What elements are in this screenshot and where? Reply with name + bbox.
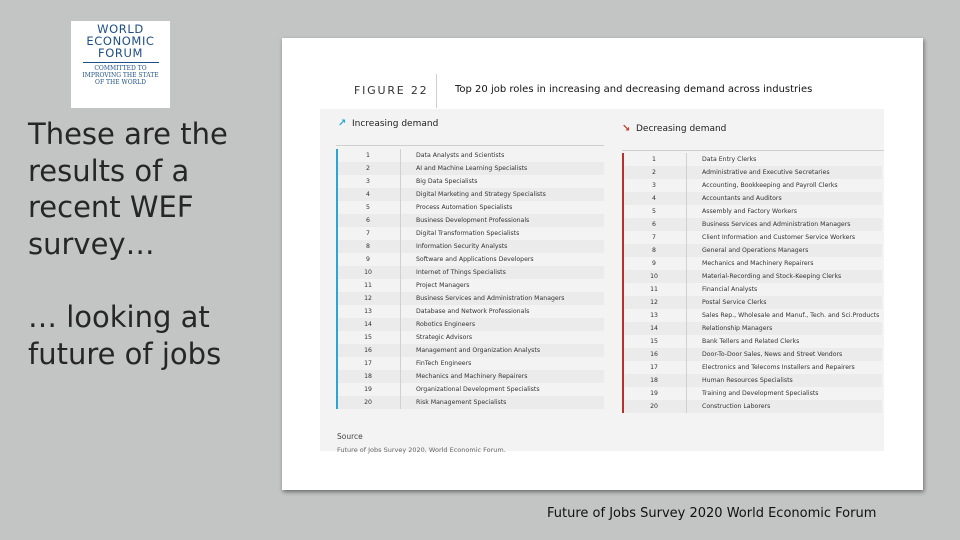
figure-image xyxy=(282,38,923,490)
cell-divider xyxy=(400,331,401,344)
job-role-label: Business Services and Administration Managers xyxy=(702,221,851,228)
rank-number: 2 xyxy=(366,165,370,172)
cell-divider xyxy=(400,357,401,370)
body-line: survey… xyxy=(28,226,155,261)
table-row xyxy=(622,374,882,387)
cell-divider xyxy=(400,266,401,279)
cell-divider xyxy=(686,205,687,218)
cell-divider xyxy=(400,188,401,201)
cell-divider xyxy=(686,400,687,413)
cell-divider xyxy=(686,231,687,244)
cell-divider xyxy=(400,383,401,396)
source-text: Future of Jobs Survey 2020, World Economic Forum. xyxy=(337,446,506,454)
decreasing-demand-table xyxy=(622,153,882,413)
cell-divider xyxy=(686,348,687,361)
job-role-label: Relationship Managers xyxy=(702,325,773,332)
rank-number: 15 xyxy=(364,334,372,341)
table-row xyxy=(336,240,604,253)
rank-number: 17 xyxy=(364,360,372,367)
table-row xyxy=(336,383,604,396)
table-row xyxy=(622,309,882,322)
rank-number: 17 xyxy=(650,364,658,371)
rank-number: 4 xyxy=(652,195,656,202)
job-role-label: Risk Management Specialists xyxy=(416,399,507,406)
table-row xyxy=(622,205,882,218)
cell-divider xyxy=(686,270,687,283)
rank-number: 11 xyxy=(650,286,658,293)
cell-divider xyxy=(686,153,687,166)
increasing-demand-heading xyxy=(338,118,438,129)
rank-number: 5 xyxy=(652,208,656,215)
logo-tagline-1: COMMITTED TO xyxy=(94,65,147,72)
cell-divider xyxy=(686,166,687,179)
cell-divider xyxy=(400,279,401,292)
paragraph-gap xyxy=(28,262,278,299)
cell-divider xyxy=(686,179,687,192)
table-row xyxy=(622,153,882,166)
table-row xyxy=(336,266,604,279)
job-role-label: Organizational Development Specialists xyxy=(416,386,540,393)
table-row xyxy=(622,348,882,361)
cell-divider xyxy=(686,283,687,296)
rank-number: 19 xyxy=(650,390,658,397)
table-row xyxy=(336,279,604,292)
cell-divider xyxy=(400,162,401,175)
rank-number: 13 xyxy=(650,312,658,319)
cell-divider xyxy=(686,322,687,335)
cell-divider xyxy=(400,370,401,383)
job-role-label: Mechanics and Machinery Repairers xyxy=(702,260,814,267)
cell-divider xyxy=(400,201,401,214)
table-row xyxy=(336,253,604,266)
job-role-label: Mechanics and Machinery Repairers xyxy=(416,373,528,380)
rank-number: 1 xyxy=(366,152,370,159)
rank-number: 9 xyxy=(366,256,370,263)
cell-divider xyxy=(686,309,687,322)
rank-number: 10 xyxy=(650,273,658,280)
table-row xyxy=(622,400,882,413)
table-row xyxy=(622,218,882,231)
source-heading: Source xyxy=(337,432,363,441)
job-role-label: General and Operations Managers xyxy=(702,247,809,254)
table-row xyxy=(622,283,882,296)
job-role-label: Information Security Analysts xyxy=(416,243,508,250)
cell-divider xyxy=(400,253,401,266)
logo-line-world: WORLD xyxy=(97,22,144,36)
rank-number: 18 xyxy=(650,377,658,384)
table-row xyxy=(336,188,604,201)
cell-divider xyxy=(400,214,401,227)
rank-number: 3 xyxy=(652,182,656,189)
table-row xyxy=(622,270,882,283)
cell-divider xyxy=(400,149,401,162)
job-role-label: Business Services and Administration Managers xyxy=(416,295,565,302)
job-role-label: Administrative and Executive Secretaries xyxy=(702,169,830,176)
rank-number: 19 xyxy=(364,386,372,393)
figure-panel xyxy=(320,109,884,451)
job-role-label: Internet of Things Specialists xyxy=(416,269,506,276)
rank-number: 3 xyxy=(366,178,370,185)
cell-divider xyxy=(686,335,687,348)
arrow-down-right-icon: ↘ xyxy=(622,123,631,134)
wef-logo xyxy=(71,21,170,108)
job-role-label: Door-To-Door Sales, News and Street Vendors xyxy=(702,351,843,358)
job-role-label: Financial Analysts xyxy=(702,286,758,293)
cell-divider xyxy=(686,387,687,400)
cell-divider xyxy=(400,292,401,305)
table-row xyxy=(336,175,604,188)
table-row xyxy=(336,344,604,357)
rank-number: 4 xyxy=(366,191,370,198)
rank-number: 18 xyxy=(364,373,372,380)
figure-divider xyxy=(436,74,437,108)
table-row xyxy=(622,192,882,205)
logo-line-forum: FORUM xyxy=(98,46,143,60)
rank-number: 7 xyxy=(366,230,370,237)
cell-divider xyxy=(400,305,401,318)
job-role-label: Software and Applications Developers xyxy=(416,256,534,263)
body-line: future of jobs xyxy=(28,336,222,371)
body-line: These are the xyxy=(28,117,228,151)
job-role-label: Bank Tellers and Related Clerks xyxy=(702,338,800,345)
job-role-label: AI and Machine Learning Specialists xyxy=(416,165,528,172)
rank-number: 11 xyxy=(364,282,372,289)
rank-number: 20 xyxy=(650,403,658,410)
table-row xyxy=(336,305,604,318)
table-row xyxy=(622,244,882,257)
cell-divider xyxy=(400,240,401,253)
decreasing-demand-heading xyxy=(622,123,726,134)
table-row xyxy=(622,179,882,192)
job-role-label: Digital Marketing and Strategy Specialists xyxy=(416,191,546,198)
table-row xyxy=(622,231,882,244)
table-row xyxy=(622,322,882,335)
job-role-label: Strategic Advisors xyxy=(416,334,473,341)
job-role-label: Client Information and Customer Service Workers xyxy=(702,234,856,241)
logo-tagline-2: IMPROVING THE STATE xyxy=(82,72,159,79)
rank-number: 16 xyxy=(650,351,658,358)
rank-number: 12 xyxy=(650,299,658,306)
body-line: results of a xyxy=(28,153,190,188)
table-row xyxy=(336,318,604,331)
arrow-up-right-icon: ↗ xyxy=(338,118,347,129)
cell-divider xyxy=(686,257,687,270)
logo-line-economic: ECONOMIC xyxy=(86,34,155,48)
job-role-label: Training and Development Specialists xyxy=(702,390,819,397)
job-role-label: FinTech Engineers xyxy=(416,360,472,367)
table-row xyxy=(336,162,604,175)
job-role-label: Human Resources Specialists xyxy=(702,377,793,384)
table-row xyxy=(622,166,882,179)
cell-divider xyxy=(686,218,687,231)
job-role-label: Digital Transformation Specialists xyxy=(416,230,520,237)
cell-divider xyxy=(686,361,687,374)
increasing-demand-label: Increasing demand xyxy=(352,119,439,129)
job-role-label: Assembly and Factory Workers xyxy=(702,208,797,215)
cell-divider xyxy=(400,175,401,188)
job-role-label: Business Development Professionals xyxy=(416,217,530,224)
job-role-label: Project Managers xyxy=(416,282,470,289)
cell-divider xyxy=(400,344,401,357)
slide-body-text xyxy=(28,116,278,372)
decreasing-heading-rule xyxy=(622,150,884,151)
rank-number: 13 xyxy=(364,308,372,315)
job-role-label: Process Automation Specialists xyxy=(416,204,513,211)
rank-number: 6 xyxy=(652,221,656,228)
logo-rule xyxy=(83,62,159,63)
table-row xyxy=(336,201,604,214)
figure-title: Top 20 job roles in increasing and decreasing demand across industries xyxy=(455,84,813,95)
table-row xyxy=(336,331,604,344)
increasing-demand-table xyxy=(336,149,604,409)
job-role-label: Construction Laborers xyxy=(702,403,771,410)
table-row xyxy=(622,257,882,270)
job-role-label: Sales Rep., Wholesale and Manuf., Tech. and Sci.Products xyxy=(702,312,880,319)
rank-number: 1 xyxy=(652,156,656,163)
job-role-label: Accountants and Auditors xyxy=(702,195,782,202)
cell-divider xyxy=(686,192,687,205)
table-row xyxy=(622,296,882,309)
cell-divider xyxy=(686,244,687,257)
rank-number: 14 xyxy=(650,325,658,332)
job-role-label: Robotics Engineers xyxy=(416,321,476,328)
table-row xyxy=(336,370,604,383)
body-line: … looking at xyxy=(28,300,210,334)
decreasing-demand-label: Decreasing demand xyxy=(636,124,727,134)
rank-number: 6 xyxy=(366,217,370,224)
cell-divider xyxy=(400,227,401,240)
table-row xyxy=(336,357,604,370)
rank-number: 8 xyxy=(366,243,370,250)
rank-number: 5 xyxy=(366,204,370,211)
cell-divider xyxy=(686,374,687,387)
job-role-label: Electronics and Telecoms Installers and Repairers xyxy=(702,364,855,371)
rank-number: 2 xyxy=(652,169,656,176)
slide-caption: Future of Jobs Survey 2020 World Economic Forum xyxy=(547,506,877,521)
job-role-label: Material-Recording and Stock-Keeping Clerks xyxy=(702,273,842,280)
table-row xyxy=(622,335,882,348)
job-role-label: Management and Organization Analysts xyxy=(416,347,541,354)
rank-number: 8 xyxy=(652,247,656,254)
rank-number: 16 xyxy=(364,347,372,354)
cell-divider xyxy=(686,296,687,309)
rank-number: 7 xyxy=(652,234,656,241)
job-role-label: Data Analysts and Scientists xyxy=(416,152,505,159)
job-role-label: Accounting, Bookkeeping and Payroll Clerks xyxy=(702,182,838,189)
job-role-label: Postal Service Clerks xyxy=(702,299,767,306)
job-role-label: Data Entry Clerks xyxy=(702,156,757,163)
rank-number: 14 xyxy=(364,321,372,328)
table-row xyxy=(622,361,882,374)
figure-label: FIGURE 22 xyxy=(354,84,429,97)
table-row xyxy=(336,396,604,409)
table-row xyxy=(336,149,604,162)
cell-divider xyxy=(400,396,401,409)
rank-number: 20 xyxy=(364,399,372,406)
rank-number: 9 xyxy=(652,260,656,267)
logo-tagline-3: OF THE WORLD xyxy=(95,79,146,86)
job-role-label: Big Data Specialists xyxy=(416,178,478,185)
job-role-label: Database and Network Professionals xyxy=(416,308,530,315)
body-line: recent WEF xyxy=(28,190,194,224)
table-row xyxy=(622,387,882,400)
rank-number: 12 xyxy=(364,295,372,302)
cell-divider xyxy=(400,318,401,331)
table-row xyxy=(336,292,604,305)
table-row xyxy=(336,214,604,227)
table-row xyxy=(336,227,604,240)
increasing-heading-rule xyxy=(336,145,604,146)
rank-number: 10 xyxy=(364,269,372,276)
rank-number: 15 xyxy=(650,338,658,345)
